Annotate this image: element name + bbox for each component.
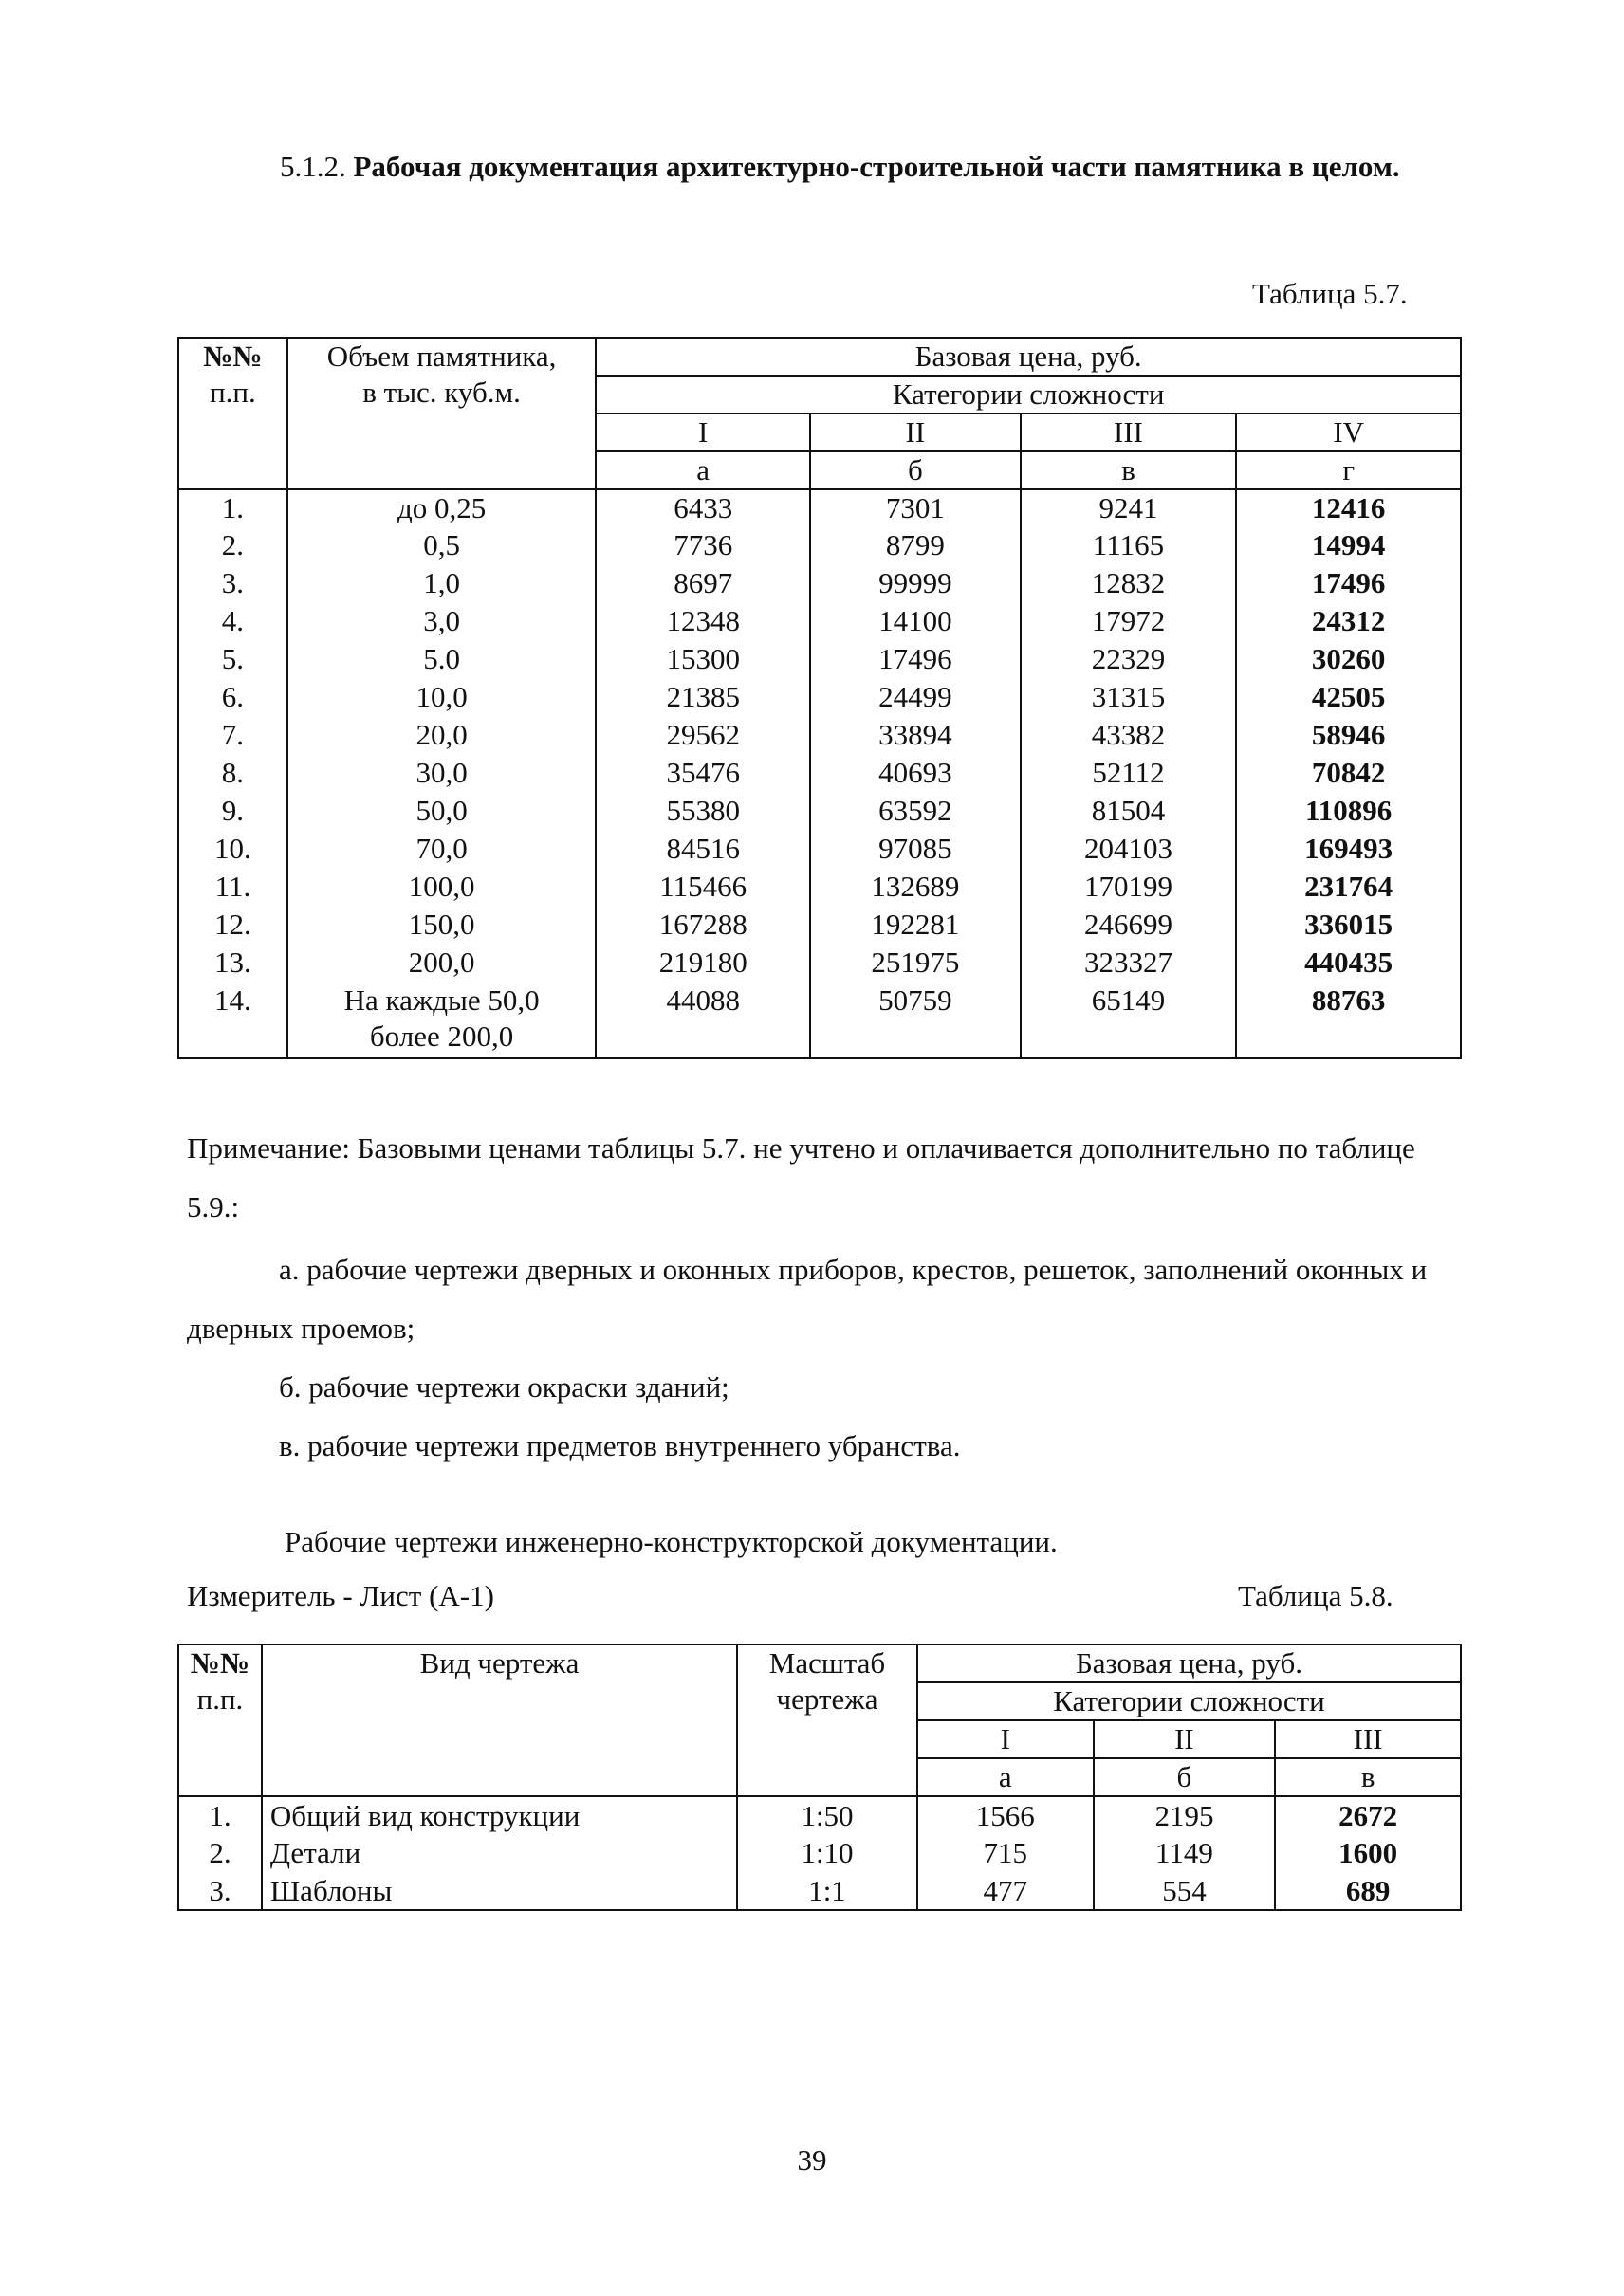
note-item-c: в. рабочие чертежи предметов внутреннего убранства. (279, 1429, 961, 1462)
table58-cell-price: 1600 (1275, 1834, 1461, 1872)
table58-cell-price: 2195 (1094, 1796, 1276, 1834)
table58-cell-scale: 1:50 (737, 1796, 917, 1834)
table57-header-category: Категории сложности (596, 376, 1461, 413)
table57-cell-price: 8799 (810, 527, 1021, 565)
table57-volume-text: 50,0 (415, 794, 468, 827)
table57-cell-volume (287, 489, 597, 527)
table57-cell-price: 33894 (810, 717, 1021, 755)
table57-cell-price: 12348 (596, 603, 810, 641)
table57-row (178, 679, 1461, 717)
table57-cell-volume (287, 679, 597, 717)
table57-cell-price: 17496 (1236, 565, 1461, 603)
table57-cell-price: 24499 (810, 679, 1021, 717)
table58-cell-kind: Шаблоны (262, 1872, 737, 1910)
table57-cell-price: 29562 (596, 717, 810, 755)
table57-row (178, 831, 1461, 869)
table57-cell-num: 13. (178, 945, 287, 983)
table57-cell-price: 14994 (1236, 527, 1461, 565)
table58-cell-scale: 1:10 (737, 1834, 917, 1872)
table58-cell-price: 554 (1094, 1872, 1276, 1910)
table57-cell-volume (287, 527, 597, 565)
table58-cell-price: 715 (917, 1834, 1094, 1872)
table57-row (178, 603, 1461, 641)
table57-category-letter: г (1236, 451, 1461, 489)
table57-header-volume: Объем памятника, в тыс. куб.м. (287, 338, 597, 489)
table57-cell-price: 42505 (1236, 679, 1461, 717)
table57-cell-num: 8. (178, 755, 287, 793)
table57-cell-price: 58946 (1236, 717, 1461, 755)
table57-row (178, 945, 1461, 983)
table57-category-roman: II (810, 413, 1021, 451)
table57-cell-price: 192281 (810, 907, 1021, 945)
table57-cell-volume (287, 603, 597, 641)
table57-cell-num: 6. (178, 679, 287, 717)
table58-header-scale: Масштаб чертежа (737, 1644, 917, 1796)
table57-category-letter: а (596, 451, 810, 489)
table57-cell-price: 81504 (1021, 793, 1237, 831)
table57-cell-volume (287, 641, 597, 679)
table58-category-roman: I (917, 1720, 1094, 1758)
table57-volume-text: 1,0 (423, 566, 460, 599)
table57-cell-price: 40693 (810, 755, 1021, 793)
table57-category-letter: б (810, 451, 1021, 489)
note-label: Примечание: (187, 1131, 350, 1165)
table57-volume-text: На каждые 50,0 (343, 983, 540, 1017)
table57-volume-text: 70,0 (415, 832, 468, 865)
table58-category-letter: в (1275, 1758, 1461, 1796)
table57-category-roman: IV (1236, 413, 1461, 451)
table57-cell-price: 17496 (810, 641, 1021, 679)
note-text: Базовыми ценами таблицы 5.7. не учтено и оплачивается дополнительно по таблице 5.9.: (187, 1131, 1415, 1223)
table57-volume-text: до 0,25 (397, 491, 487, 524)
table57-cell-price: 30260 (1236, 641, 1461, 679)
table57-volume-text-2: более 200,0 (369, 1019, 514, 1053)
table57-cell-price: 336015 (1236, 907, 1461, 945)
table57-cell-num: 1. (178, 489, 287, 527)
table57-row (178, 527, 1461, 565)
table58-cell-price: 1566 (917, 1796, 1094, 1834)
table57-cell-num: 9. (178, 793, 287, 831)
table57-cell-price: 31315 (1021, 679, 1237, 717)
table57-cell-price: 44088 (596, 983, 810, 1058)
table57-category-roman: III (1021, 413, 1237, 451)
table57-cell-volume (287, 831, 597, 869)
table58-cell-price: 2672 (1275, 1796, 1461, 1834)
table57-row (178, 489, 1461, 527)
table57-cell-price: 7736 (596, 527, 810, 565)
table57-cell-price: 65149 (1021, 983, 1237, 1058)
table57-volume-text: 10,0 (415, 680, 468, 713)
table57-cell-volume (287, 565, 597, 603)
table57-caption: Таблица 5.7. (1252, 277, 1408, 310)
table58-caption: Таблица 5.8. (1238, 1579, 1393, 1612)
table57-row (178, 983, 1461, 1058)
table58-row (178, 1834, 1461, 1872)
table58-cell-price: 1149 (1094, 1834, 1276, 1872)
section2-title: Рабочие чертежи инженерно-конструкторской документации. (285, 1525, 1058, 1558)
table57-cell-num: 2. (178, 527, 287, 565)
table58-cell-price: 689 (1275, 1872, 1461, 1910)
table58-cell-scale: 1:1 (737, 1872, 917, 1910)
table57-header-num: №№ п.п. (178, 338, 287, 489)
table57-cell-num: 10. (178, 831, 287, 869)
table57-cell-price: 246699 (1021, 907, 1237, 945)
table57-volume-text: 0,5 (423, 528, 460, 561)
table57-row (178, 565, 1461, 603)
table57-volume-text: 30,0 (415, 756, 468, 789)
section-number: 5.1.2. (280, 150, 346, 183)
table57-cell-price: 110896 (1236, 793, 1461, 831)
table57-volume-text: 20,0 (415, 718, 468, 751)
table58-cell-num: 3. (178, 1872, 262, 1910)
table57-volume-text: 100,0 (408, 870, 475, 903)
table57-cell-num: 11. (178, 869, 287, 907)
table57-row (178, 755, 1461, 793)
table58-category-roman: III (1275, 1720, 1461, 1758)
table57-cell-price: 24312 (1236, 603, 1461, 641)
section-title: Рабочая документация архитектурно-строительной части памятника в целом. (353, 150, 1400, 183)
table58-category-roman: II (1094, 1720, 1276, 1758)
section-heading (177, 142, 1467, 192)
table57-cell-price: 21385 (596, 679, 810, 717)
table57-cell-price: 12416 (1236, 489, 1461, 527)
table58-category-letter: б (1094, 1758, 1276, 1796)
table57-cell-volume (287, 793, 597, 831)
table57-volume-text: 3,0 (423, 604, 460, 637)
table57-cell-num: 12. (178, 907, 287, 945)
table57-cell-price: 132689 (810, 869, 1021, 907)
table57-cell-price: 52112 (1021, 755, 1237, 793)
table57-cell-price: 15300 (596, 641, 810, 679)
table58-cell-kind: Общий вид конструкции (262, 1796, 737, 1834)
table57-cell-price: 22329 (1021, 641, 1237, 679)
table57-cell-price: 14100 (810, 603, 1021, 641)
table57-volume-text: 5.0 (423, 642, 460, 675)
table57-cell-price: 323327 (1021, 945, 1237, 983)
table57-row (178, 907, 1461, 945)
table57-row (178, 717, 1461, 755)
table58-category-letter: а (917, 1758, 1094, 1796)
section2-measure: Измеритель - Лист (А-1) (187, 1579, 494, 1612)
table58 (177, 1644, 1462, 1911)
table57-cell-price: 440435 (1236, 945, 1461, 983)
note-item-b: б. рабочие чертежи окраски зданий; (279, 1370, 729, 1404)
table57-cell-price: 8697 (596, 565, 810, 603)
table57-cell-price: 35476 (596, 755, 810, 793)
note-item-a: а. рабочие чертежи дверных и оконных приборов, крестов, решеток, заполнений оконных и дверных проемов; (187, 1253, 1428, 1345)
table57-cell-volume (287, 945, 597, 983)
table57-cell-price: 43382 (1021, 717, 1237, 755)
table57-cell-price: 204103 (1021, 831, 1237, 869)
table57-category-roman: I (596, 413, 810, 451)
table57-cell-volume (287, 983, 597, 1058)
table57-row (178, 793, 1461, 831)
table57-cell-price: 97085 (810, 831, 1021, 869)
table57-volume-text: 150,0 (408, 908, 475, 941)
table57-cell-price: 63592 (810, 793, 1021, 831)
table58-cell-price: 477 (917, 1872, 1094, 1910)
table57-cell-volume (287, 907, 597, 945)
table57-cell-price: 17972 (1021, 603, 1237, 641)
table58-cell-num: 2. (178, 1834, 262, 1872)
table57-cell-price: 55380 (596, 793, 810, 831)
table57-cell-num: 14. (178, 983, 287, 1058)
table57-cell-price: 251975 (810, 945, 1021, 983)
table57-cell-volume (287, 755, 597, 793)
table57-cell-price: 167288 (596, 907, 810, 945)
table58-row (178, 1796, 1461, 1834)
table57 (177, 337, 1462, 1059)
table57-cell-price: 50759 (810, 983, 1021, 1058)
table58-header-kind: Вид чертежа (262, 1644, 737, 1796)
table57-cell-price: 70842 (1236, 755, 1461, 793)
table57-cell-volume (287, 717, 597, 755)
table58-header-price: Базовая цена, руб. (917, 1644, 1461, 1682)
table58-row (178, 1872, 1461, 1910)
table57-cell-price: 169493 (1236, 831, 1461, 869)
table57-cell-volume (287, 869, 597, 907)
table57-row (178, 641, 1461, 679)
table57-header-price: Базовая цена, руб. (596, 338, 1461, 376)
table57-cell-price: 12832 (1021, 565, 1237, 603)
table57-cell-price: 88763 (1236, 983, 1461, 1058)
note (187, 1119, 1458, 1476)
table57-volume-text: 200,0 (408, 946, 475, 979)
table57-cell-price: 170199 (1021, 869, 1237, 907)
table57-cell-price: 99999 (810, 565, 1021, 603)
table58-header-category: Категории сложности (917, 1682, 1461, 1720)
table57-cell-price: 115466 (596, 869, 810, 907)
table57-cell-num: 5. (178, 641, 287, 679)
table57-cell-price: 231764 (1236, 869, 1461, 907)
table57-category-letter: в (1021, 451, 1237, 489)
page-number: 39 (797, 2143, 827, 2177)
table57-cell-price: 7301 (810, 489, 1021, 527)
table57-cell-price: 6433 (596, 489, 810, 527)
table57-cell-num: 3. (178, 565, 287, 603)
table58-cell-kind: Детали (262, 1834, 737, 1872)
table57-cell-price: 84516 (596, 831, 810, 869)
table58-header-num: №№ п.п. (178, 1644, 262, 1796)
table57-cell-num: 7. (178, 717, 287, 755)
table58-cell-num: 1. (178, 1796, 262, 1834)
table57-cell-num: 4. (178, 603, 287, 641)
table57-cell-price: 219180 (596, 945, 810, 983)
table57-cell-price: 11165 (1021, 527, 1237, 565)
table57-cell-price: 9241 (1021, 489, 1237, 527)
table57-row (178, 869, 1461, 907)
note-paragraph (187, 1119, 1458, 1237)
